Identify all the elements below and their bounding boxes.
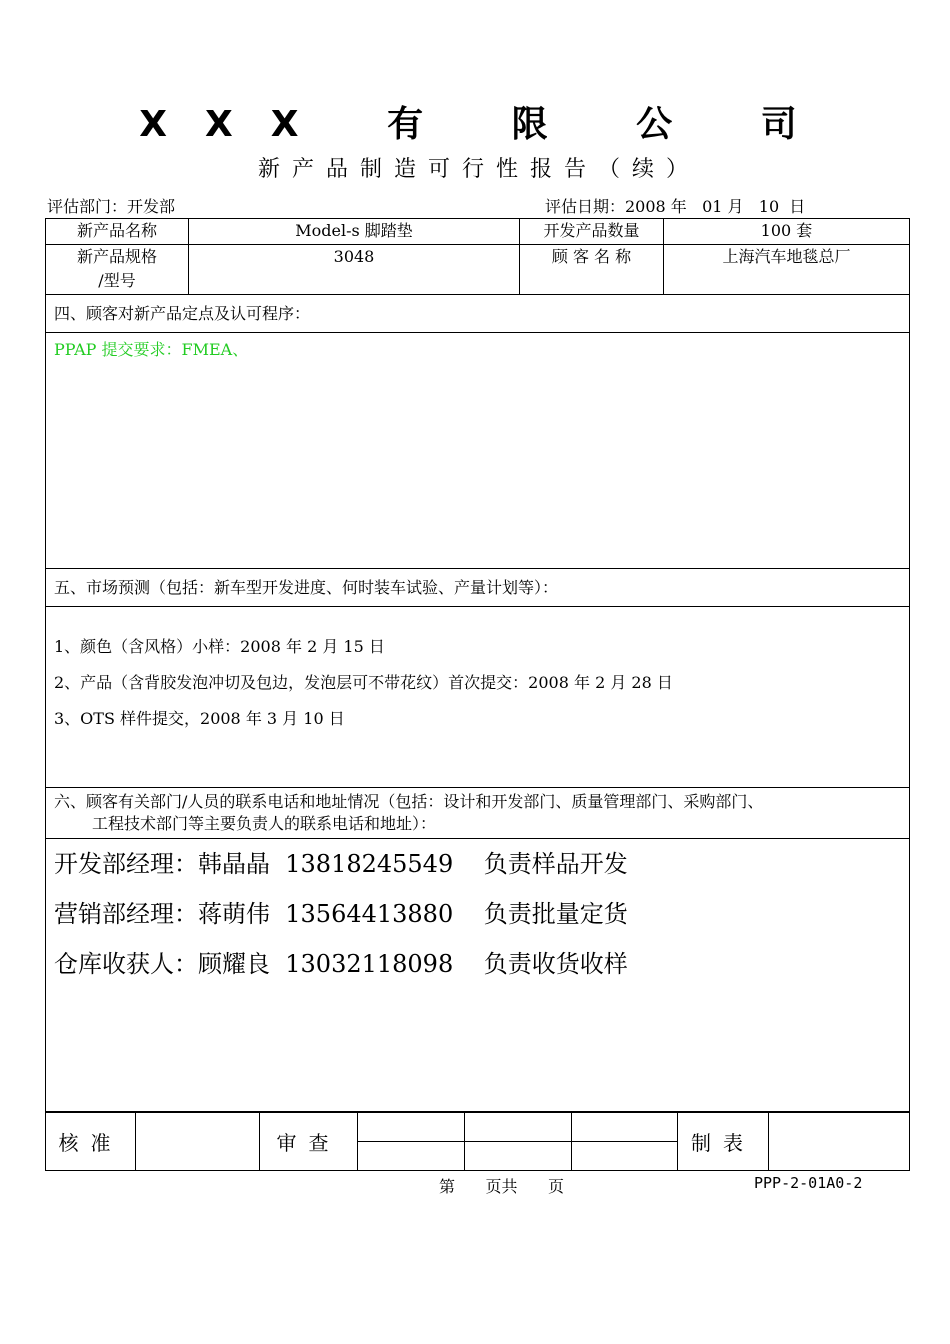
section-4-content (46, 333, 910, 569)
section-6-contacts (46, 839, 910, 1112)
section-6-heading (46, 788, 910, 839)
quantity-value: 100 套 (664, 219, 910, 245)
customer-value: 上海汽车地毯总厂 (664, 245, 910, 295)
approve-signature-cell[interactable] (136, 1113, 260, 1171)
forecast-line: 2、产品（含背胶发泡冲切及包边，发泡层可不带花纹）首次提交：2008 年 2 月 28 日 (54, 673, 673, 692)
company-name: XXX 有 限 公 司 (139, 104, 835, 145)
review-signature-cell[interactable] (572, 1142, 678, 1171)
report-title: 新产品制造可行性报告（续） (257, 157, 700, 182)
form-code: PPP-2-01A0-2 (754, 1174, 863, 1192)
prepare-label: 制表 (678, 1113, 769, 1171)
spec-value: 3048 (189, 245, 520, 295)
quantity-label: 开发产品数量 (520, 219, 664, 245)
section-6-heading-line-1: 六、顾客有关部门/人员的联系电话和地址情况（包括：设计和开发部门、质量管理部门、采购部门、 (54, 792, 764, 811)
ppap-requirement: PPAP 提交要求：FMEA、 (54, 340, 249, 359)
section-4-heading: 四、顾客对新产品定点及认可程序： (46, 295, 910, 333)
contact-line: 仓库收获人：顾耀良 13032118098 负责收货收样 (54, 950, 628, 978)
review-label: 审查 (260, 1113, 358, 1171)
product-name-value: Model-s 脚踏垫 (189, 219, 520, 245)
contact-line: 开发部经理：韩晶晶 13818245549 负责样品开发 (54, 850, 628, 878)
customer-label: 顾 客 名 称 (520, 245, 664, 295)
page-number: 第 页共 页 (439, 1177, 565, 1196)
section-5-content (46, 607, 910, 788)
review-signature-cell[interactable] (358, 1113, 465, 1142)
review-signature-cell[interactable] (465, 1142, 572, 1171)
forecast-line: 1、颜色（含风格）小样：2008 年 2 月 15 日 (54, 637, 385, 656)
spec-label-line-2: /型号 (98, 271, 136, 290)
review-signature-cell[interactable] (465, 1113, 572, 1142)
review-signature-cell[interactable] (572, 1113, 678, 1142)
product-name-label: 新产品名称 (46, 219, 189, 245)
signature-table (45, 1112, 910, 1171)
spec-label-line-1: 新产品规格 (76, 247, 157, 266)
report-form-table (45, 218, 910, 1112)
approve-label: 核准 (46, 1113, 136, 1171)
evaluation-date: 评估日期：2008 年 01 月 10 日 (545, 197, 806, 216)
contact-line: 营销部经理：蒋萌伟 13564413880 负责批量定货 (54, 900, 628, 928)
section-5-heading: 五、市场预测（包括：新车型开发进度、何时装车试验、产量计划等）： (46, 569, 910, 607)
evaluation-department: 评估部门：开发部 (47, 197, 176, 216)
section-6-heading-line-2: 工程技术部门等主要负责人的联系电话和地址）： (92, 814, 437, 833)
review-signature-cell[interactable] (358, 1142, 465, 1171)
forecast-line: 3、OTS 样件提交，2008 年 3 月 10 日 (54, 709, 345, 728)
prepare-signature-cell[interactable] (769, 1113, 910, 1171)
spec-label (46, 245, 189, 295)
